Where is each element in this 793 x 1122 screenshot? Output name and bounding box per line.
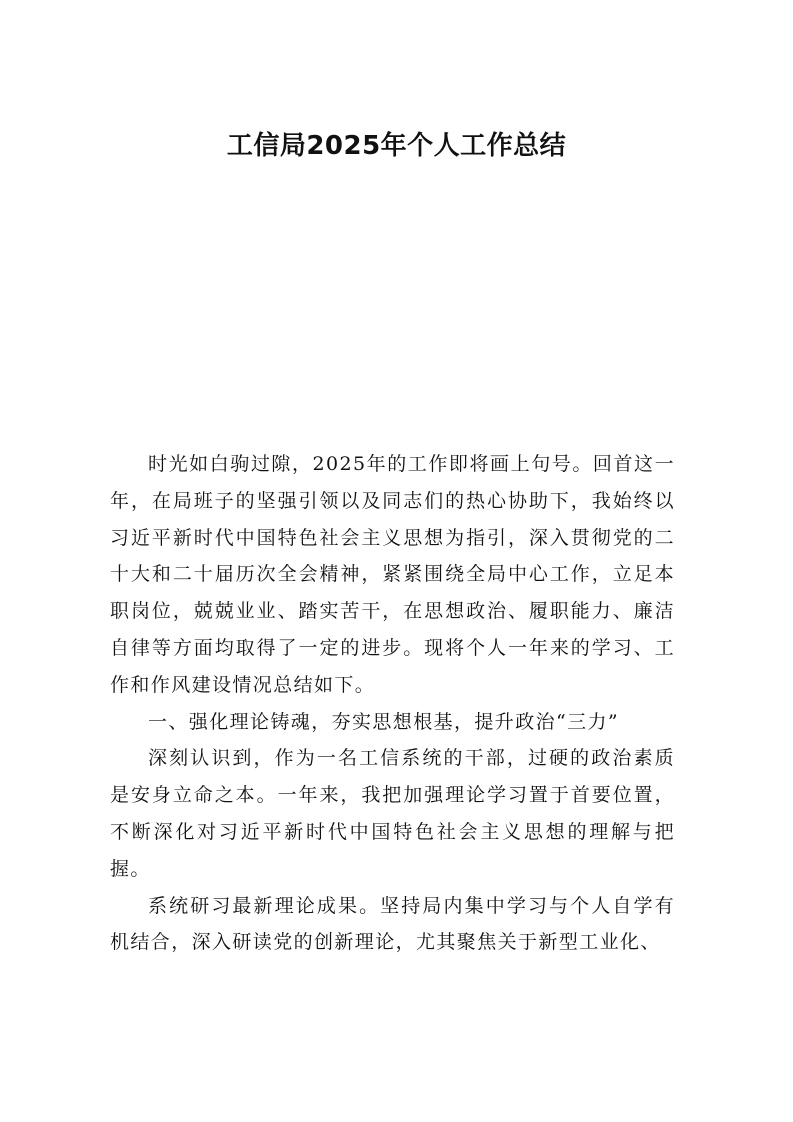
paragraph-section-1-intro: 深刻认识到，作为一名工信系统的干部，过硬的政治素质是安身立命之本。一年来，我把加强理论学习置于首要位置，不断深化对习近平新时代中国特色社会主义思想的理解与把握。 bbox=[110, 747, 675, 880]
document-title: 工信局2025年个人工作总结 bbox=[226, 131, 567, 161]
paragraph-section-1-study: 系统研习最新理论成果。坚持局内集中学习与个人自学有机结合，深入研读党的创新理论，尤其聚焦关于新型工业化、 bbox=[110, 894, 675, 954]
paragraph-intro: 时光如白驹过隙，2025年的工作即将画上句号。回首这一年，在局班子的坚强引领以及同志们的热心协助下，我始终以习近平新时代中国特色社会主义思想为指引，深入贯彻党的二十大和二十届历次全会精神，紧紧围绕全局中心工作，立足本职岗位，兢兢业业、踏实苦干，在思想政治、履职能力、廉洁自律等方面均取得了一定的进步。现将个人一年来的学习、工作和作风建设情况总结如下。 bbox=[110, 453, 675, 696]
document-body bbox=[110, 446, 675, 961]
section-heading-1: 一、强化理论铸魂，夯实思想根基，提升政治“三力” bbox=[148, 710, 620, 733]
